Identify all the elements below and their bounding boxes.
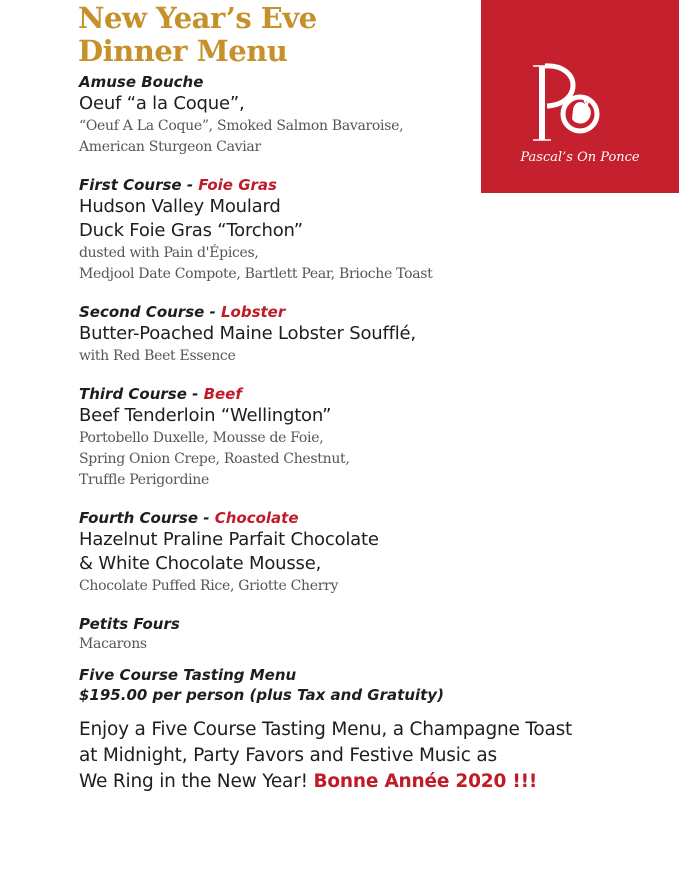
dish-description: Truffle Perigordine (79, 472, 209, 488)
dish-description: Spring Onion Crepe, Roasted Chestnut, (79, 451, 350, 467)
course-fourth (79, 508, 689, 597)
tasting-heading: Five Course Tasting Menu (79, 666, 297, 684)
course-heading: First Course - Foie Gras (79, 176, 277, 194)
closing-line-3: We Ring in the New Year! Bonne Année 2020 !!! (79, 771, 538, 792)
petits-fours (79, 614, 689, 655)
closing-line-1: Enjoy a Five Course Tasting Menu, a Champagne Toast (79, 719, 573, 740)
logo-tagline: Pascal’s On Ponce (520, 150, 640, 165)
closing-message (79, 717, 689, 795)
dish-line: Hazelnut Praline Parfait Chocolate (79, 529, 379, 550)
dish-description: Portobello Duxelle, Mousse de Foie, (79, 430, 324, 446)
tasting-menu-price (79, 665, 689, 705)
course-heading: Fourth Course - Chocolate (79, 509, 299, 527)
course-third (79, 384, 689, 491)
dish-line: Oeuf “a la Coque”, (79, 93, 245, 114)
petits-fours-description: Macarons (79, 636, 147, 652)
dish-description: with Red Beet Essence (79, 348, 236, 364)
closing-line-2: at Midnight, Party Favors and Festive Music as (79, 745, 497, 766)
course-first (79, 175, 689, 285)
dish-line: Butter-Poached Maine Lobster Soufflé, (79, 323, 416, 344)
dish-description: American Sturgeon Caviar (79, 139, 261, 155)
menu-title (78, 2, 317, 68)
dish-description: Chocolate Puffed Rice, Griotte Cherry (79, 578, 339, 594)
dish-line: Hudson Valley Moulard (79, 196, 281, 217)
dish-line: Beef Tenderloin “Wellington” (79, 405, 332, 426)
dish-description: Medjool Date Compote, Bartlett Pear, Brioche Toast (79, 266, 433, 282)
course-heading: Second Course - Lobster (79, 303, 286, 321)
course-heading: Third Course - Beef (79, 385, 242, 403)
title-line-2: Dinner Menu (78, 34, 288, 68)
tasting-price: $195.00 per person (plus Tax and Gratuity) (79, 686, 444, 704)
dish-line: Duck Foie Gras “Torchon” (79, 220, 303, 241)
dish-description: dusted with Pain d'Épices, (79, 245, 259, 261)
bonne-annee-highlight: Bonne Année 2020 !!! (313, 771, 538, 792)
dish-description: “Oeuf A La Coque”, Smoked Salmon Bavaroise, (79, 118, 404, 134)
course-amuse-bouche (79, 72, 689, 158)
title-line-1: New Year’s Eve (78, 1, 317, 35)
course-second (79, 302, 689, 367)
petits-fours-heading: Petits Fours (79, 615, 180, 633)
menu-content (79, 72, 689, 795)
course-heading: Amuse Bouche (79, 73, 204, 91)
dish-line: & White Chocolate Mousse, (79, 553, 322, 574)
